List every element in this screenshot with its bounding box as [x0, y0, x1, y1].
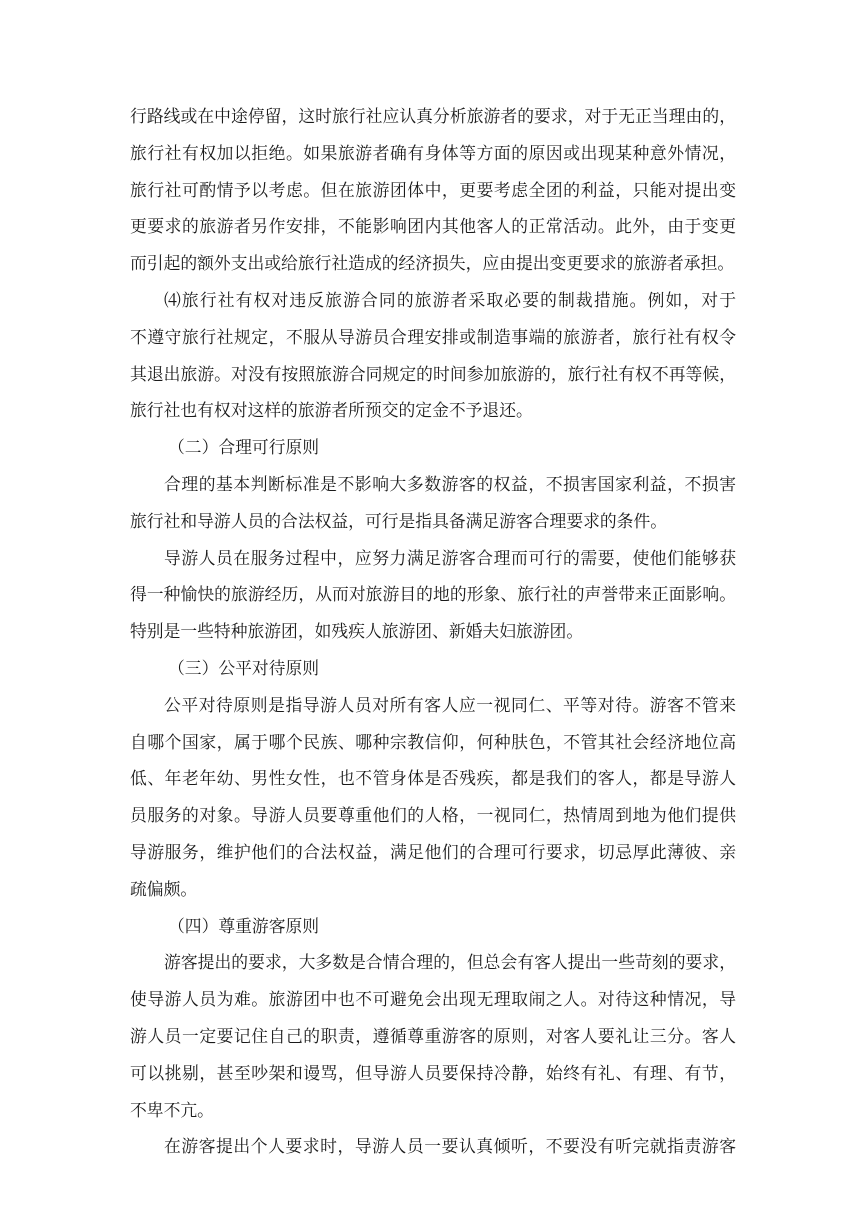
- paragraph-line: 员服务的对象。导游人员要尊重他们的人格，一视同仁，热情周到地为他们提供: [130, 805, 736, 826]
- paragraph-first-line: 游客提出的要求，大多数是合情合理的，但总会有客人提出一些苛刻的要求，: [164, 952, 736, 973]
- section-heading: （四）尊重游客原则: [168, 915, 320, 936]
- paragraph-line: 可以挑剔，甚至吵架和谩骂，但导游人员要保持冷静，始终有礼、有理、有节，: [130, 1062, 736, 1083]
- paragraph-last-line: 旅行社也有权对这样的旅游者所预交的定金不予退还。: [130, 400, 533, 421]
- paragraph-last-line: 不卑不亢。: [130, 1099, 214, 1120]
- paragraph-first-line: 在游客提出个人要求时，导游人员一要认真倾听，不要没有听完就指责游客: [164, 1136, 736, 1157]
- paragraph-line: 自哪个国家，属于哪个民族、哪种宗教信仰，何种肤色，不管其社会经济地位高: [130, 731, 736, 752]
- paragraph-line: 得一种愉快的旅游经历，从而对旅游目的地的形象、旅行社的声誉带来正面影响。: [130, 584, 736, 605]
- paragraph-last-line: 而引起的额外支出或给旅行社造成的经济损失，应由提出变更要求的旅游者承担。: [130, 253, 735, 274]
- paragraph-line: 低、年老年幼、男性女性，也不管身体是否残疾，都是我们的客人，都是导游人: [130, 768, 736, 789]
- paragraph-last-line: 旅行社和导游人员的合法权益，可行是指具备满足游客合理要求的条件。: [130, 510, 668, 531]
- paragraph-line: 导游服务，维护他们的合法权益，满足他们的合理可行要求，切忌厚此薄彼、亲: [130, 841, 736, 862]
- section-heading: （三）公平对待原则: [168, 657, 320, 678]
- paragraph-line: 旅行社可酌情予以考虑。但在旅游团体中，更要考虑全团的利益，只能对提出变: [130, 179, 736, 200]
- paragraph-line: 使导游人员为难。旅游团中也不可避免会出现无理取闹之人。对待这种情况，导: [130, 989, 736, 1010]
- paragraph-line: 其退出旅游。对没有按照旅游合同规定的时间参加旅游的，旅行社有权不再等候，: [130, 363, 736, 384]
- section-heading: （二）合理可行原则: [168, 437, 320, 458]
- paragraph-last-line: 疏偏颇。: [130, 878, 198, 899]
- paragraph-line: 更要求的旅游者另作安排，不能影响团内其他客人的正常活动。此外，由于变更: [130, 216, 736, 237]
- paragraph-line: 旅行社有权加以拒绝。如果旅游者确有身体等方面的原因或出现某种意外情况，: [130, 142, 736, 163]
- paragraph-line: 游人员一定要记住自己的职责，遵循尊重游客的原则，对客人要礼让三分。客人: [130, 1025, 736, 1046]
- paragraph-first-line: 合理的基本判断标准是不影响大多数游客的权益，不损害国家利益，不损害: [164, 473, 736, 494]
- paragraph-first-line: 公平对待原则是指导游人员对所有客人应一视同仁、平等对待。游客不管来: [164, 694, 736, 715]
- paragraph-line: 行路线或在中途停留，这时旅行社应认真分析旅游者的要求，对于无正当理由的，: [130, 106, 736, 126]
- paragraph-first-line: ⑷旅行社有权对违反旅游合同的旅游者采取必要的制裁措施。例如，对于: [164, 289, 736, 310]
- paragraph-last-line: 特别是一些特种旅游团，如残疾人旅游团、新婚夫妇旅游团。: [130, 621, 584, 642]
- document-body: [130, 98, 736, 1165]
- paragraph-line: 不遵守旅行社规定，不服从导游员合理安排或制造事端的旅游者，旅行社有权令: [130, 326, 736, 347]
- paragraph-first-line: 导游人员在服务过程中，应努力满足游客合理而可行的需要，使他们能够获: [164, 547, 736, 568]
